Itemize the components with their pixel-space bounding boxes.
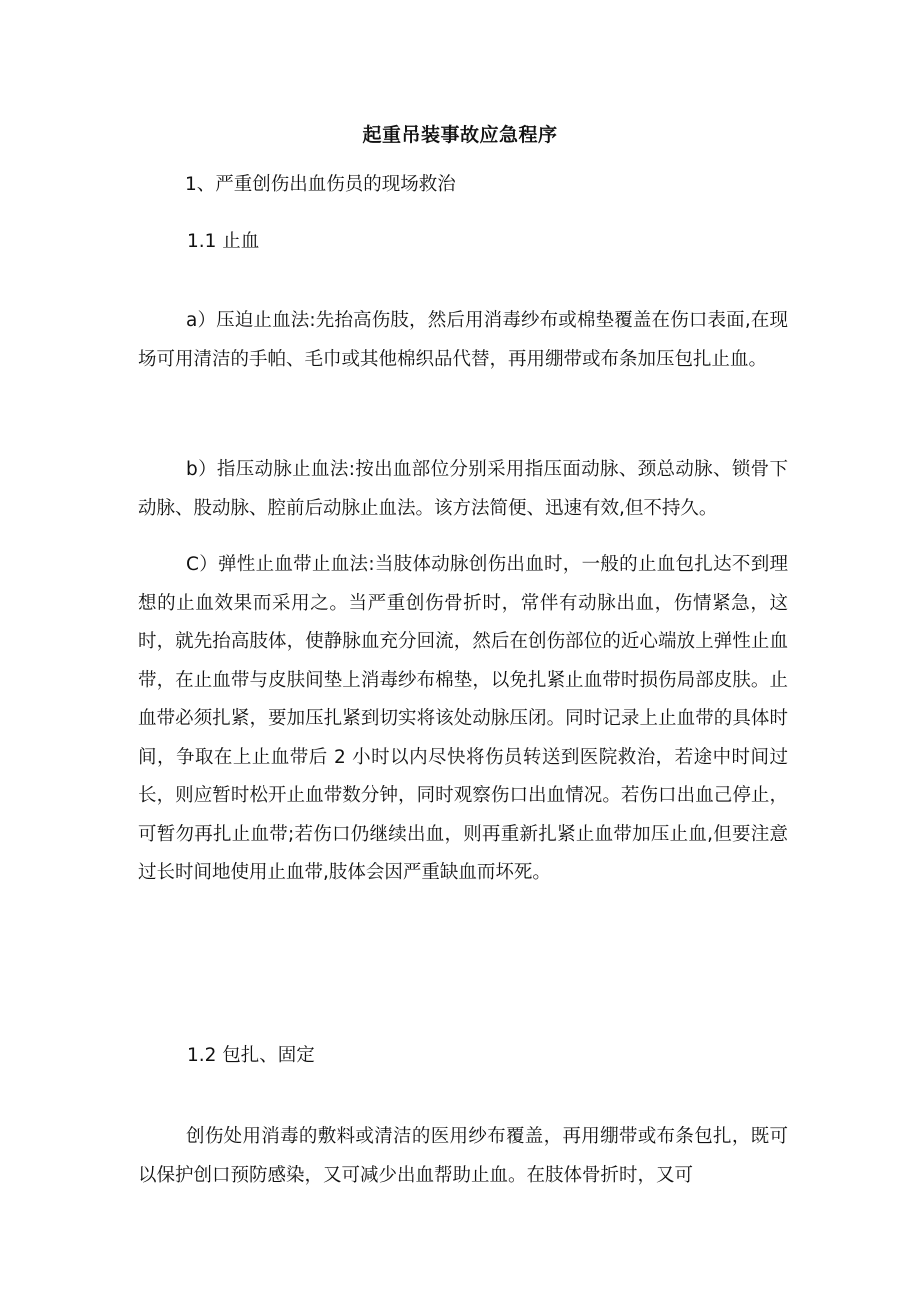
paragraph-compression-hemostasis: a）压迫止血法:先抬高伤肢，然后用消毒纱布或棉垫覆盖在伤口表面,在现场可用清洁的手帕、毛巾或其他棉织品代替，再用绷带或布条加压包扎止血。 xyxy=(138,310,788,370)
section-heading-1-1: 1.1 止血 xyxy=(187,231,260,252)
section-heading-1-2: 1.2 包扎、固定 xyxy=(187,1045,315,1066)
section-heading-1: 1、严重创伤出血伤员的现场救治 xyxy=(185,174,456,195)
paragraph-tourniquet-hemostasis: C）弹性止血带止血法:当肢体动脉创伤出血时，一般的止血包扎达不到理想的止血效果而采用之。当严重创伤骨折时，常伴有动脉出血，伤情紧急，这时，就先抬高肢体，使静脉血充分回流，然后在创伤部位的近心端放上弹性止血带，在止血带与皮肤间垫上消毒纱布棉垫，以免扎紧止血带时损伤局部皮肤。止血带必须扎紧，要加压扎紧到切实将该处动脉压闭。同时记录上止血带的具体时间，争取在上止血带后 2 小时以内尽快将伤员转送到医院救治，若途中时间过长，则应暂时松开止血带数分钟，同时观察伤口出血情况。若伤口出血己停止，可暂勿再扎止血带;若伤口仍继续出血，则再重新扎紧止血带加压止血,但要注意过长时间地使用止血带,肢体会因严重缺血而坏死。 xyxy=(138,554,788,883)
document-title: 起重吊装事故应急程序 xyxy=(362,124,558,146)
paragraph-bandaging-fixation: 创伤处用消毒的敷料或清洁的医用纱布覆盖，再用绷带或布条包扎，既可以保护创口预防感染，又可减少出血帮助止血。在肢体骨折时，又可 xyxy=(138,1126,788,1186)
paragraph-finger-pressure-hemostasis: b）指压动脉止血法:按出血部位分别采用指压面动脉、颈总动脉、锁骨下动脉、股动脉、腔前后动脉止血法。该方法简便、迅速有效,但不持久。 xyxy=(138,459,788,519)
